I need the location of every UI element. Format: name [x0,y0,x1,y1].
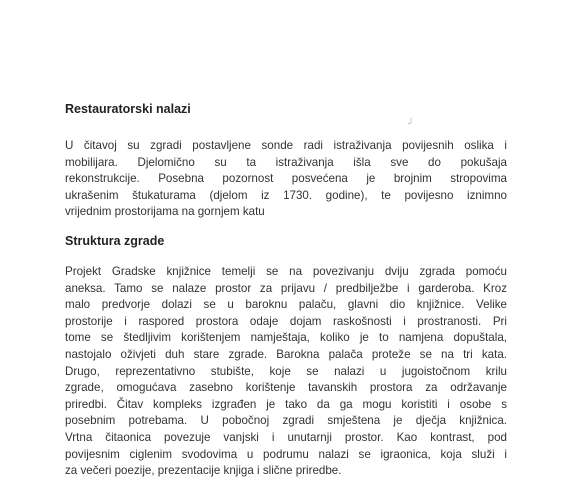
text-line: Drugo, reprezentativno stubište, koje se nalazi u jugoistočnom krilu [65,364,507,378]
text-line: zgrade, omogućava zasebno korištenje tavanskih prostora za održavanje [65,381,507,395]
text-line: ukrašenim štukaturama (djelom iz 1730. godine), te povijesno iznimno [65,188,507,202]
scan-artifact: ╯ [408,119,415,130]
text-line: tome se štedljivim korištenjem namještaja, koliko je to namjena dopuštala, [65,331,507,345]
text-line: nastojalo oživjeti duh stare zgrade. Barokna palača proteže se na tri kata. [65,347,507,361]
paragraph-struktura-zgrade [65,264,507,480]
text-line: posebnim potrebama. U pobočnoj zgradi smještena je dječja knjižnica. [65,414,507,428]
text-line: malo predvorje dolazi se u baroknu palaču, glavni dio knjižnice. Velike [65,298,507,312]
section-heading-restauratorski-nalazi: Restauratorski nalazi [65,102,191,116]
text-line: aneksa. Tamo se nalaze prostor za prijavu / predbilježbe i garderoba. Kroz [65,281,507,295]
paragraph-restauratorski-nalazi [65,138,507,221]
text-line: vrijednim prostorijama na gornjem katu [65,205,265,219]
section-heading-struktura-zgrade: Struktura zgrade [65,234,165,248]
text-line: mobilijara. Djelomično su ta istraživanja išla sve do pokušaja [65,155,507,169]
text-line: Vrtna čitaonica povezuje vanjski i unutarnji prostor. Kao kontrast, pod [65,430,507,444]
text-line: priredbi. Čitav kompleks izgrađen je tako da ga mogu koristiti i osobe s [65,397,507,411]
text-line: povijesnim ciglenim svodovima u podrumu nalazi se igraonica, koja služi i [65,447,507,461]
text-line: Projekt Gradske knjižnice temelji se na povezivanju dviju zgrada pomoću [65,265,507,278]
text-line: prostorije i raspored prostora odaje dojam raskošnosti i prostranosti. Pri [65,314,507,328]
text-line: za večeri poezije, prezentacije knjiga i slične priredbe. [65,464,342,478]
text-line: rekonstrukcije. Posebna pozornost posvećena je brojnim stropovima [65,172,507,186]
text-line: U čitavoj su zgradi postavljene sonde radi istraživanja povijesnih oslika i [65,139,507,152]
